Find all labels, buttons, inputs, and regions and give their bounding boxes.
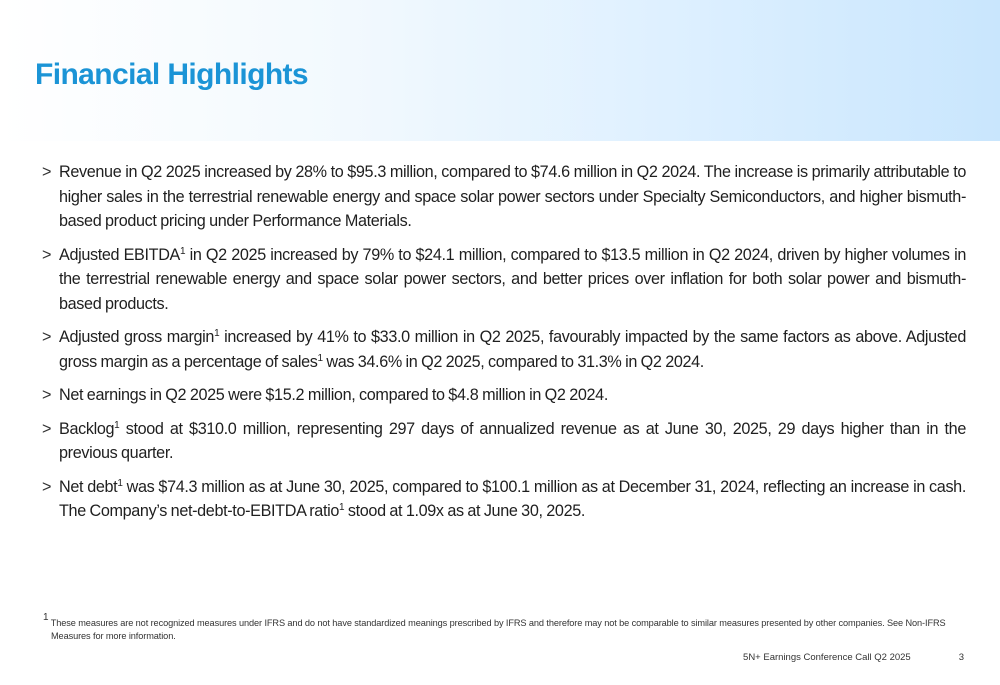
footnote-marker: 1 — [43, 612, 49, 623]
bullet-marker: > — [42, 419, 52, 438]
bullet-marker: > — [42, 163, 52, 181]
bullet-text: Net debt — [59, 477, 118, 496]
highlights-list — [42, 160, 966, 533]
page-number: 3 — [958, 652, 964, 663]
footnote-text: These measures are not recognized measures under IFRS and do not have standardized meanings prescribed by IFRS and therefore may not be comparable to similar measures presented by other companies. See Non-IFRS Measures for more information. — [50, 618, 946, 641]
highlight-gross-margin — [42, 325, 966, 374]
highlight-revenue — [42, 160, 966, 234]
highlight-net-debt — [42, 475, 966, 524]
bullet-text: Revenue in Q2 2025 increased by 28% to $95.3 million, compared to $74.6 million in Q2 2024. The increase is primarily attributable to higher sales in the terrestrial renewable energy and space solar power sectors under Specialty Semiconductors, and higher bismuth-based product pricing under Performance Materials. — [59, 163, 966, 230]
bullet-marker: > — [42, 245, 52, 264]
page-footer — [743, 652, 964, 663]
footnote-body — [43, 612, 963, 643]
bullet-text: stood at 1.09x as at June 30, 2025. — [344, 502, 586, 520]
footnote-ref: 1 — [317, 352, 323, 364]
highlight-backlog — [42, 417, 966, 466]
bullet-text: Net earnings in Q2 2025 were $15.2 million, compared to $4.8 million in Q2 2024. — [59, 386, 608, 404]
bullet-text: Adjusted gross margin — [59, 328, 215, 346]
bullet-text: was $74.3 million as at June 30, 2025, compared to $100.1 million as at December 31, 2024, reflecting an increase in cash. The Company’s net-debt-to-EBITDA ratio — [59, 477, 966, 520]
footer-label: 5N+ Earnings Conference Call Q2 2025 — [743, 652, 911, 663]
bullet-text: Backlog — [59, 419, 115, 438]
bullet-text: increased by 41% to $33.0 million in Q2 2025, favourably impacted by the same factors as above. Adjusted gross margin as a percentage of sales — [59, 328, 966, 371]
footnote-ref: 1 — [179, 245, 186, 257]
bullet-text: stood at $310.0 million, representing 297 days of annualized revenue as at June 30, 2025, 29 days higher than in the previous quarter. — [59, 419, 966, 462]
highlight-net-earnings — [42, 383, 966, 408]
footnote-ref: 1 — [114, 419, 120, 431]
page-title: Financial Highlights — [35, 58, 309, 91]
footnote-ref: 1 — [339, 502, 345, 513]
bullet-marker: > — [42, 328, 52, 346]
footnote — [43, 612, 963, 643]
bullet-marker: > — [42, 386, 52, 404]
bullet-marker: > — [42, 477, 52, 496]
bullet-text: was 34.6% in Q2 2025, compared to 31.3% in Q2 2024. — [322, 352, 704, 371]
bullet-text: in Q2 2025 increased by 79% to $24.1 million, compared to $13.5 million in Q2 2024, driven by higher volumes in the terrestrial renewable energy and space solar power sectors, and better prices over inflation for both solar power and bismuth-based products. — [59, 245, 966, 313]
footnote-ref: 1 — [117, 477, 123, 489]
highlight-adjusted-ebitda — [42, 243, 966, 317]
footnote-ref: 1 — [214, 328, 220, 339]
bullet-text: Adjusted EBITDA — [59, 245, 180, 264]
